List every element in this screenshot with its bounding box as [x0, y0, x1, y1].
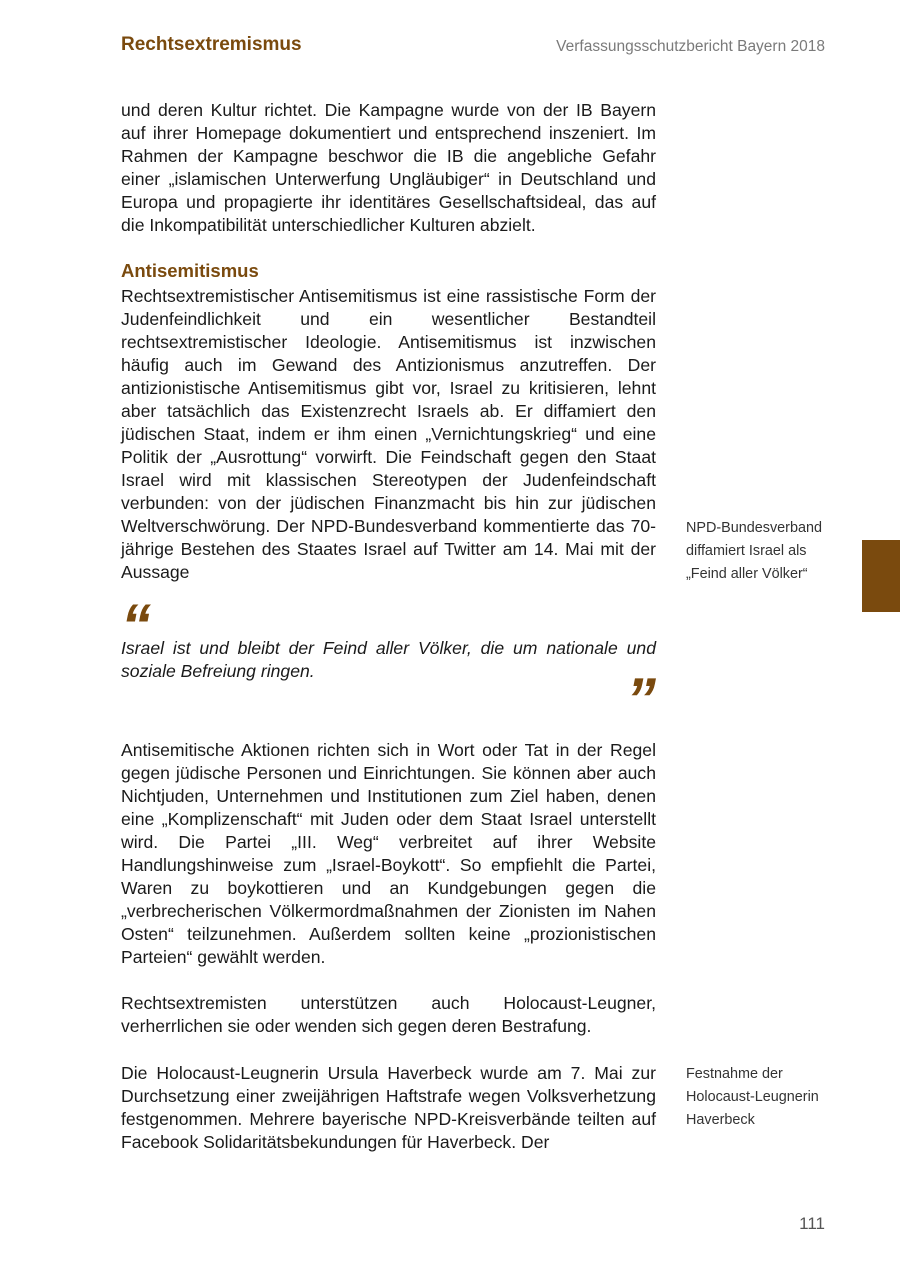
chapter-tab-marker	[862, 540, 900, 612]
margin-note-npd	[686, 517, 856, 586]
margin-note-line: Festnahme der	[686, 1066, 783, 1082]
haverbeck-paragraph: Die Holocaust-Leugnerin Ursula Haverbeck wurde am 7. Mai zur Durchsetzung einer zweijährigen Haftstrafe wegen Volksverhetzung festgenommen. Mehrere bayerische NPD-Kreisverbände teilten auf Facebook Solidaritätsbekundungen für Haverbeck. Der	[121, 1063, 656, 1152]
section-heading-antisemitismus: Antisemitismus	[121, 260, 259, 281]
margin-note-line: NPD-Bundesverband	[686, 520, 822, 536]
actions-paragraph: Antisemitische Aktionen richten sich in Wort oder Tat in der Regel gegen jüdische Personen und Einrichtungen. Sie können aber auch Nichtjuden, Unternehmen und Institutionen zum Ziel haben, denen eine „Komplizenschaft“ mit Juden oder dem Staat Israel unterstellt wird. Die Partei „III. Weg“ verbreitet auf ihrer Website Handlungshinweise zum „Israel-Boykott“. So empfiehlt die Partei, Waren zu boykottieren und an Kundgebungen gegen die „verbrecherischen Völkermordmaßnahmen der Zionisten im Nahen Osten“ teilzunehmen. Außerdem sollten keine „prozionistischen Parteien“ gewählt werden.	[121, 740, 656, 967]
margin-note-haverbeck	[686, 1063, 856, 1132]
margin-note-line: Haverbeck	[686, 1112, 755, 1128]
margin-note-line: diffamiert Israel als	[686, 543, 807, 559]
page-number: 111	[799, 1214, 825, 1233]
margin-note-line: „Feind aller Völker“	[686, 566, 808, 582]
quote-open-mark: “	[121, 592, 151, 659]
holocaust-paragraph: Rechtsextremisten unterstützen auch Holocaust-Leugner, verherrlichen sie oder wenden sich gegen deren Bestrafung.	[121, 993, 656, 1036]
running-header-title: Rechtsextremismus	[121, 34, 302, 55]
antisemitism-paragraph: Rechtsextremistischer Antisemitismus ist eine rassistische Form der Judenfeindlichkeit und ein wesentlicher Bestandteil rechtsextremistischer Ideologie. Antisemitismus ist inzwischen häufig auch im Gewand des Antizionismus anzutreffen. Der antizionistische Antisemitismus gibt vor, Israel zu kritisieren, lehnt aber tatsächlich das Existenzrecht Israels ab. Er diffamiert den jüdischen Staat, indem er ihm einen „Vernichtungskrieg“ und eine Politik der „Ausrottung“ vorwirft. Die Feindschaft gegen den Staat Israel wird mit klassischen Stereotypen der Judenfeindschaft verbunden: von der jüdischen Finanzmacht bis hin zur jüdischen Weltverschwörung. Der NPD-Bundesverband kommentierte das 70-jährige Bestehen des Staates Israel auf Twitter am 14. Mai mit der Aussage	[121, 286, 656, 582]
running-header-subtitle: Verfassungsschutzbericht Bayern 2018	[556, 38, 825, 55]
intro-paragraph: und deren Kultur richtet. Die Kampagne wurde von der IB Bayern auf ihrer Homepage dokumentiert und entsprechend inszeniert. Im Rahmen der Kampagne beschwor die IB die angebliche Gefahr einer „islamischen Unterwerfung Ungläubiger“ in Deutschland und Europa und propagierte ihr identitäres Gesellschaftsideal, das auf die Inkompatibilität unterschiedlicher Kulturen abzielt.	[121, 100, 656, 235]
blockquote-text: Israel ist und bleibt der Feind aller Völker, die um nationale und soziale Befreiung ringen.	[121, 638, 656, 681]
margin-note-line: Holocaust-Leugnerin	[686, 1089, 819, 1105]
quote-close-mark: ”	[626, 666, 656, 733]
